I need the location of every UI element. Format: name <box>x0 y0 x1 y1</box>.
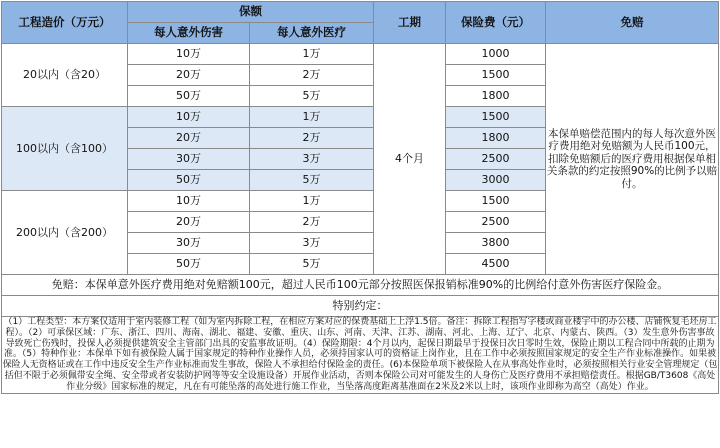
premium-cell: 1800 <box>446 128 546 149</box>
medical-header: 每人意外医疗 <box>250 23 374 44</box>
accident-cell: 10万 <box>128 191 250 212</box>
cost-range-cell: 200以内（含200） <box>2 191 128 275</box>
period-cell: 4个月 <box>374 44 446 275</box>
period-header: 工期 <box>374 2 446 44</box>
cost-range-cell: 100以内（含100） <box>2 107 128 191</box>
cost-header: 工程造价（万元） <box>2 2 128 44</box>
medical-cell: 5万 <box>250 254 374 275</box>
premium-cell: 4500 <box>446 254 546 275</box>
insurance-table <box>1 1 719 394</box>
accident-cell: 20万 <box>128 128 250 149</box>
accident-cell: 20万 <box>128 65 250 86</box>
footer-row <box>2 317 719 394</box>
footer-row <box>2 275 719 296</box>
medical-cell: 2万 <box>250 212 374 233</box>
medical-cell: 1万 <box>250 107 374 128</box>
table-body <box>2 2 719 394</box>
premium-cell: 1500 <box>446 65 546 86</box>
premium-cell: 3800 <box>446 233 546 254</box>
premium-cell: 3000 <box>446 170 546 191</box>
cost-range-cell: 20以内（含20） <box>2 44 128 107</box>
medical-cell: 1万 <box>250 44 374 65</box>
medical-cell: 2万 <box>250 65 374 86</box>
premium-cell: 1500 <box>446 107 546 128</box>
accident-cell: 10万 <box>128 44 250 65</box>
premium-cell: 1800 <box>446 86 546 107</box>
premium-cell: 1500 <box>446 191 546 212</box>
accident-header: 每人意外伤害 <box>128 23 250 44</box>
deductible-footer: 免赔：本保单意外医疗费用绝对免赔额100元，超过人民币100元部分按照医保报销标准90%的比例给付意外伤害医疗保险金。 <box>2 275 719 296</box>
accident-cell: 30万 <box>128 233 250 254</box>
medical-cell: 3万 <box>250 149 374 170</box>
medical-cell: 5万 <box>250 170 374 191</box>
medical-cell: 1万 <box>250 191 374 212</box>
medical-cell: 2万 <box>250 128 374 149</box>
accident-cell: 20万 <box>128 212 250 233</box>
accident-cell: 50万 <box>128 170 250 191</box>
deductible-note-cell: 本保单赔偿范围内的每人每次意外医疗费用绝对免赔额为人民币100元，扣除免赔额后的医疗费用根据保单相关条款的约定按照90%的比例予以赔付。 <box>546 44 719 275</box>
medical-cell: 3万 <box>250 233 374 254</box>
accident-cell: 30万 <box>128 149 250 170</box>
deductible-header: 免赔 <box>546 2 719 44</box>
footer-row <box>2 296 719 317</box>
accident-cell: 50万 <box>128 254 250 275</box>
table-row <box>2 44 719 65</box>
special-label: 特别约定： <box>2 296 719 317</box>
accident-cell: 50万 <box>128 86 250 107</box>
coverage-header: 保额 <box>128 2 374 23</box>
accident-cell: 10万 <box>128 107 250 128</box>
premium-cell: 2500 <box>446 149 546 170</box>
medical-cell: 5万 <box>250 86 374 107</box>
special-terms: （1）工程类型：本方案仅适用于室内装修工程（如为室内拆除工程，在相应方案对应的保费基础上上浮1.5倍。备注：拆除工程指写字楼或商业楼宇中的办公楼、店铺恢复毛坯房工程）。（2）可承保区域：广东、浙江、四川、海南、湖北、福建、安徽、重庆、山东、河南、天津、江苏、湖南、河北、上海、辽宁、北京、内蒙古、陕西。（3）发生意外伤害事故导致死亡伤残时，投保人必须提供建筑安全主管部门出具的安监事故证明。（4）保险期限：4个月以内，起保日期最早于投保日次日零时生效，保险止期以工程合同中所载的止期为准。（5）特种作业：本保单下如有被保险人属于国家规定的特种作业操作人员，必须持国家认可的资格证上岗作业，且在工作中必须按照国家规定的安全生产作业标准操作。如果被保险人无资格证或在工作中违反安全生产作业标准而发生事故，保险人不承担给付保险金的责任。(6)本保险单项下被保险人在从事高处作业时，必须按照相关行业安全管理规定（包括但不限于必须佩带安全绳、安全带或者安装防护网等等安全设施设备）开展作业活动，否则本保险公司对可能发生的人身伤亡及医疗费用不承担赔偿责任。根据GB/T3608《高处作业分级》国家标准的规定，凡在有可能坠落的高处进行施工作业，当坠落高度距离基准面在2米及2米以上时，该项作业即称为高空（高处）作业。 <box>2 317 718 392</box>
premium-cell: 2500 <box>446 212 546 233</box>
premium-header: 保险费（元） <box>446 2 546 44</box>
premium-cell: 1000 <box>446 44 546 65</box>
